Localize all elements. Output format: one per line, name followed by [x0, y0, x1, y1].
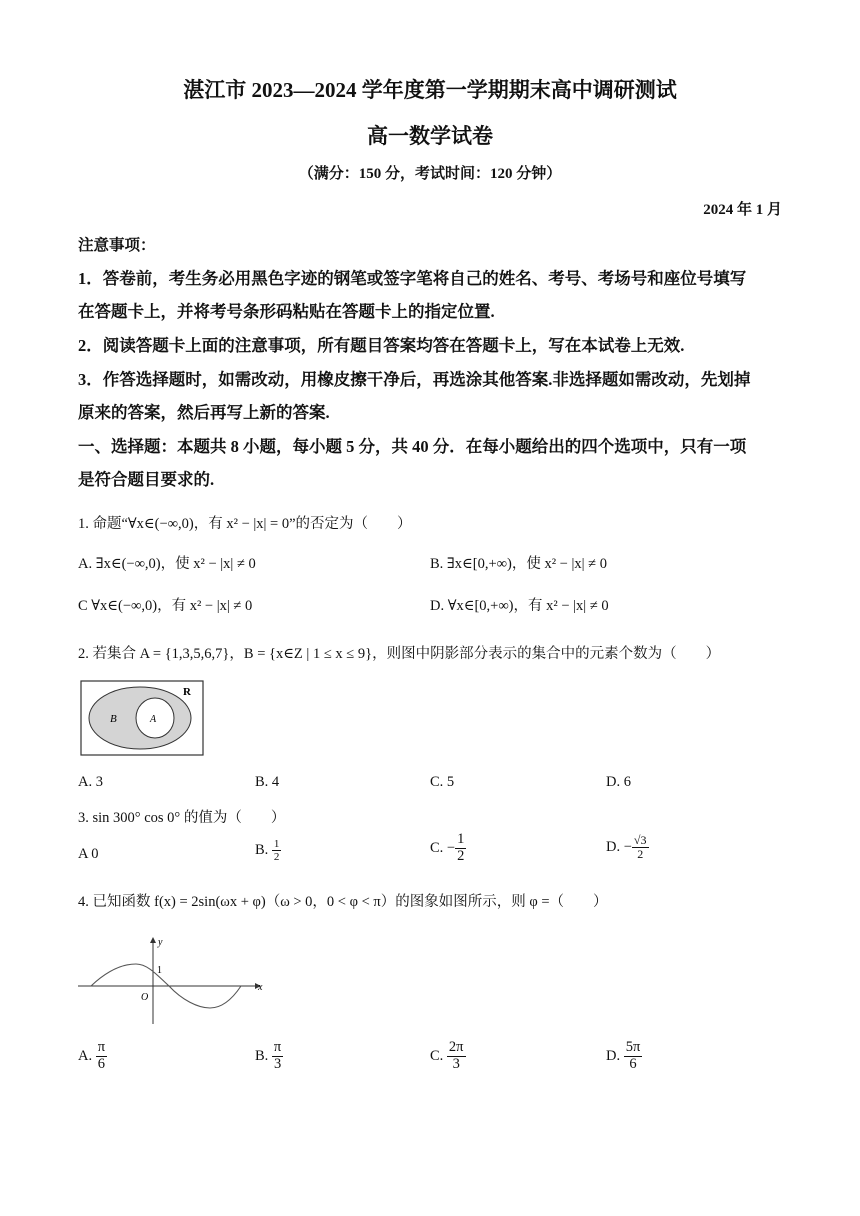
notice-item-1a: 1．答卷前，考生务必用黑色字迹的钢笔或签字笔将自己的姓名、考号、考场号和座位号填写 [78, 269, 747, 288]
q3-option-c [430, 832, 466, 865]
q2-option-b: B. 4 [255, 774, 280, 790]
notice-item-3b: 原来的答案，然后再写上新的答案. [78, 403, 330, 422]
q3-b-den: 2 [273, 851, 280, 864]
q4-option-d [606, 1040, 642, 1073]
q2-option-a: A. 3 [78, 774, 103, 790]
q4-option-c [430, 1040, 466, 1073]
q3-d-num: √3 [633, 833, 647, 847]
q1-option-c: C ∀x∈(−∞,0)，有 x² − |x| ≠ 0 [78, 598, 253, 614]
venn-label-r: R [183, 686, 191, 698]
q3-option-d [606, 834, 649, 861]
q3-option-b-label: B. [255, 841, 269, 858]
q3-d-den: 2 [637, 847, 644, 862]
q3-option-a: A 0 [78, 846, 99, 862]
q2-stem: 2. 若集合 A = {1,3,5,6,7}，B = {x∈Z | 1 ≤ x ≤ 9}，则图中阴影部分表示的集合中的元素个数为（ ） [78, 646, 721, 662]
q1-option-a: A. ∃x∈(−∞,0)，使 x² − |x| ≠ 0 [78, 556, 256, 572]
q4-c-num: 2π [448, 1039, 464, 1055]
q4-a-den: 6 [97, 1055, 106, 1072]
q3-b-num: 1 [273, 838, 280, 850]
q4-option-a [78, 1040, 107, 1073]
q2-option-c: C. 5 [430, 774, 455, 790]
y-axis-label: y [158, 937, 163, 948]
q1-stem: 1. 命题“∀x∈(−∞,0)，有 x² − |x| = 0”的否定为（ ） [78, 516, 412, 532]
sine-graph [78, 932, 268, 1028]
exam-meta: （满分：150 分，考试时间：120 分钟） [298, 166, 562, 182]
exam-title: 湛江市 2023—2024 学年度第一学期期末高中调研测试 [183, 78, 677, 102]
q3-stem: 3. sin 300° cos 0° 的值为（ ） [78, 810, 286, 826]
q4-option-b-label: B. [255, 1047, 269, 1064]
q3-option-d-label: D. [606, 839, 621, 856]
notice-item-3a: 3．作答选择题时，如需改动，用橡皮擦干净后，再选涂其他答案.非选择题如需改动，先划掉 [78, 370, 751, 389]
q4-d-num: 5π [625, 1039, 641, 1055]
q3-c-num: 1 [457, 831, 465, 847]
venn-diagram [80, 680, 204, 756]
q1-option-d: D. ∀x∈[0,+∞)，有 x² − |x| ≠ 0 [430, 598, 609, 614]
section-1-line1: 一、选择题：本题共 8 小题，每小题 5 分，共 40 分．在每小题给出的四个选项中，只有一项 [78, 437, 747, 456]
q1-option-b: B. ∃x∈[0,+∞)，使 x² − |x| ≠ 0 [430, 556, 607, 572]
exam-subtitle: 高一数学试卷 [367, 124, 493, 148]
tick-label: 1 [157, 965, 162, 976]
q4-c-den: 3 [452, 1055, 460, 1072]
x-axis-label: x [258, 982, 263, 993]
notice-heading: 注意事项： [78, 237, 156, 254]
venn-label-a: A [150, 714, 157, 725]
section-1-line2: 是符合题目要求的. [78, 470, 215, 489]
q4-a-num: π [97, 1039, 106, 1055]
notice-item-2: 2．阅读答题卡上面的注意事项，所有题目答案均答在答题卡上，写在本试卷上无效. [78, 336, 685, 355]
q4-d-den: 6 [629, 1055, 637, 1072]
q3-d-sign: − [623, 839, 632, 856]
exam-date: 2024 年 1 月 [703, 202, 782, 218]
q4-b-den: 3 [273, 1055, 282, 1072]
q3-c-sign: − [446, 839, 456, 856]
q4-option-a-label: A. [78, 1047, 93, 1064]
notice-item-1b: 在答题卡上，并将考号条形码粘贴在答题卡上的指定位置. [78, 302, 495, 321]
q4-option-b [255, 1040, 283, 1073]
q3-c-den: 2 [457, 847, 465, 864]
q3-option-c-label: C. [430, 839, 444, 856]
q4-option-d-label: D. [606, 1047, 621, 1064]
q2-option-d: D. 6 [606, 774, 631, 790]
q4-b-num: π [273, 1039, 282, 1055]
venn-label-b: B [110, 713, 117, 725]
q4-option-c-label: C. [430, 1047, 444, 1064]
q4-stem: 4. 已知函数 f(x) = 2sin(ωx + φ)（ω > 0，0 < φ < π）的图象如图所示，则 φ =（ ） [78, 894, 608, 910]
q3-option-b [255, 838, 281, 863]
origin-label: O [141, 992, 149, 1003]
